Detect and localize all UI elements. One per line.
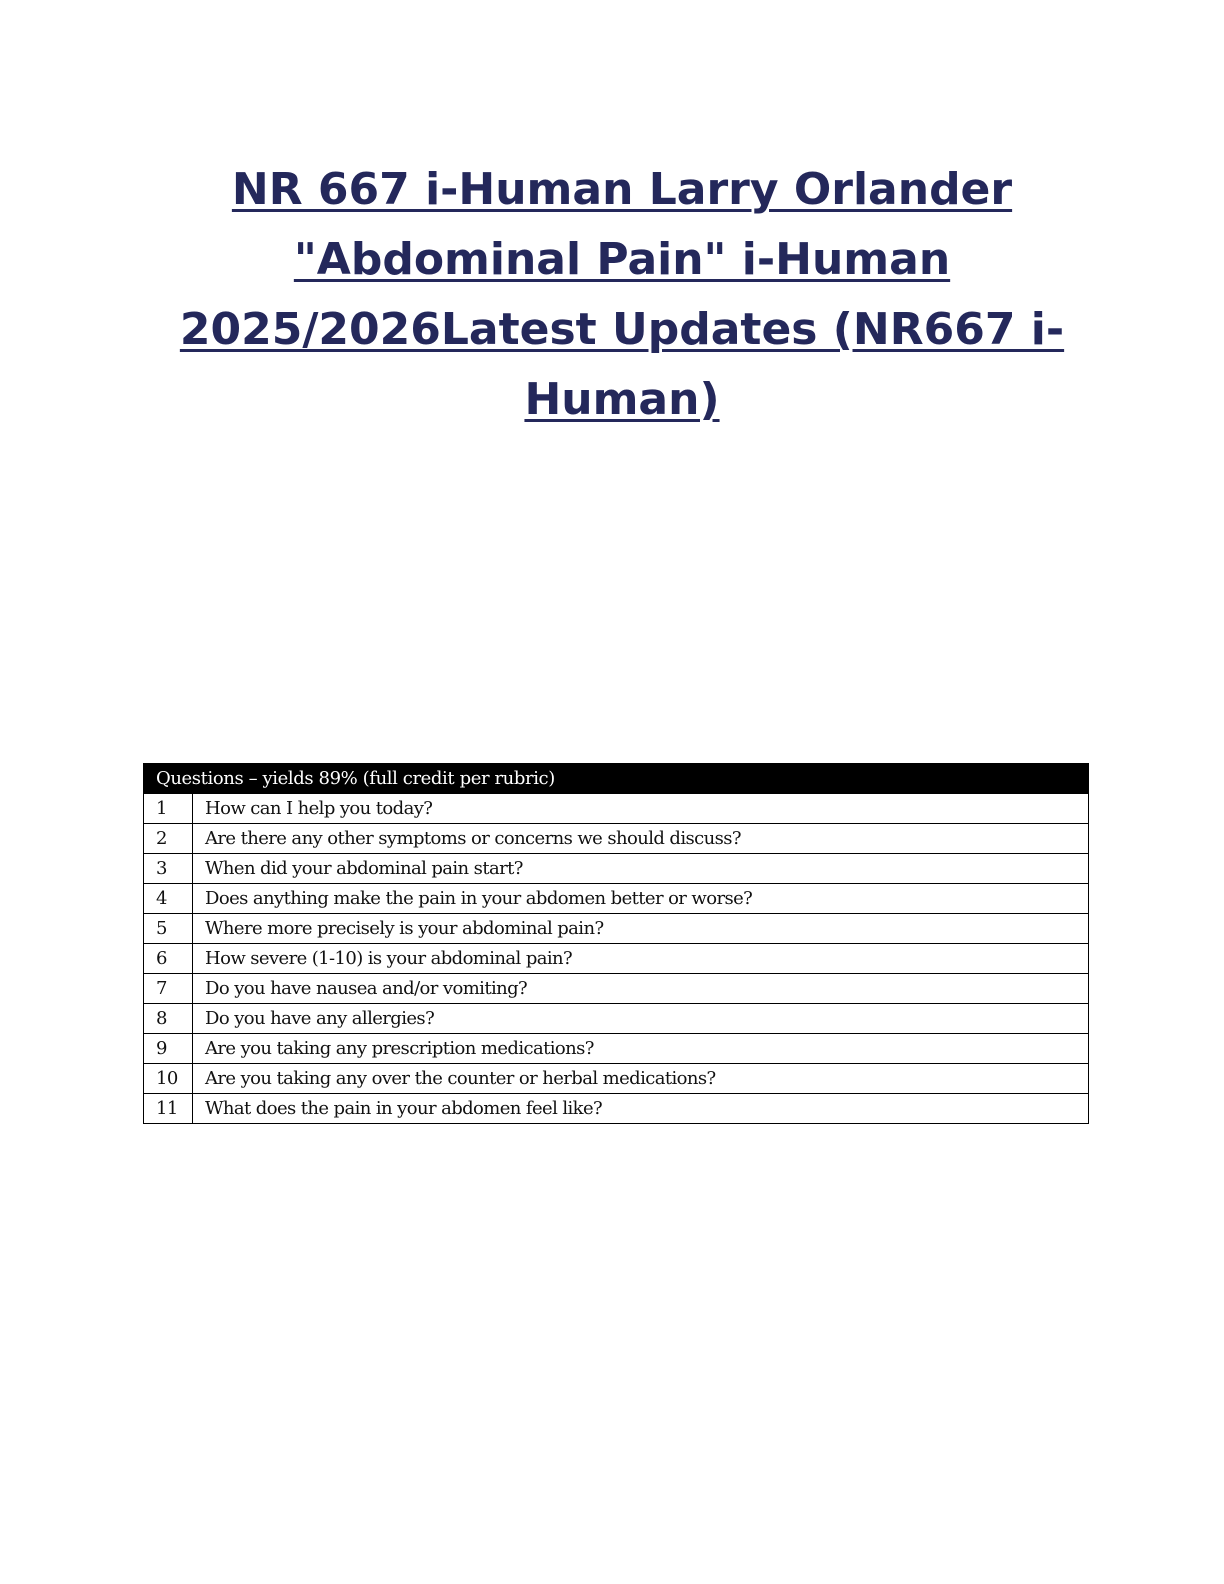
row-question: Are you taking any over the counter or herbal medications? [193,1064,1089,1094]
title-line: 2025/2026Latest Updates (NR667 i- [179,304,1065,355]
row-question: Where more precisely is your abdominal pain? [193,914,1089,944]
table-row [144,1004,1089,1034]
table-header: Questions – yields 89% (full credit per rubric) [144,764,1089,794]
table-row [144,854,1089,884]
table-row [144,1094,1089,1124]
table-row [144,884,1089,914]
table-row [144,914,1089,944]
row-number: 1 [144,794,193,824]
table-row [144,974,1089,1004]
row-question: Are you taking any prescription medications? [193,1034,1089,1064]
row-number: 4 [144,884,193,914]
row-number: 11 [144,1094,193,1124]
table-row [144,1064,1089,1094]
row-number: 3 [144,854,193,884]
title-line: NR 667 i-Human Larry Orlander [231,164,1013,215]
row-question: Do you have nausea and/or vomiting? [193,974,1089,1004]
title-line: Human) [524,374,720,425]
table-row [144,824,1089,854]
row-question: What does the pain in your abdomen feel like? [193,1094,1089,1124]
row-number: 2 [144,824,193,854]
row-question: Are there any other symptoms or concerns we should discuss? [193,824,1089,854]
row-number: 7 [144,974,193,1004]
row-number: 8 [144,1004,193,1034]
row-question: How can I help you today? [193,794,1089,824]
table-row [144,794,1089,824]
questions-table [143,763,1089,1124]
row-question: Do you have any allergies? [193,1004,1089,1034]
table-header-row [144,764,1089,794]
table-row [144,1034,1089,1064]
row-question: Does anything make the pain in your abdomen better or worse? [193,884,1089,914]
row-number: 6 [144,944,193,974]
title-line: "Abdominal Pain" i-Human [293,234,951,285]
table-row [144,944,1089,974]
row-question: How severe (1-10) is your abdominal pain? [193,944,1089,974]
row-number: 5 [144,914,193,944]
row-number: 10 [144,1064,193,1094]
document-title [150,155,1094,435]
row-question: When did your abdominal pain start? [193,854,1089,884]
row-number: 9 [144,1034,193,1064]
